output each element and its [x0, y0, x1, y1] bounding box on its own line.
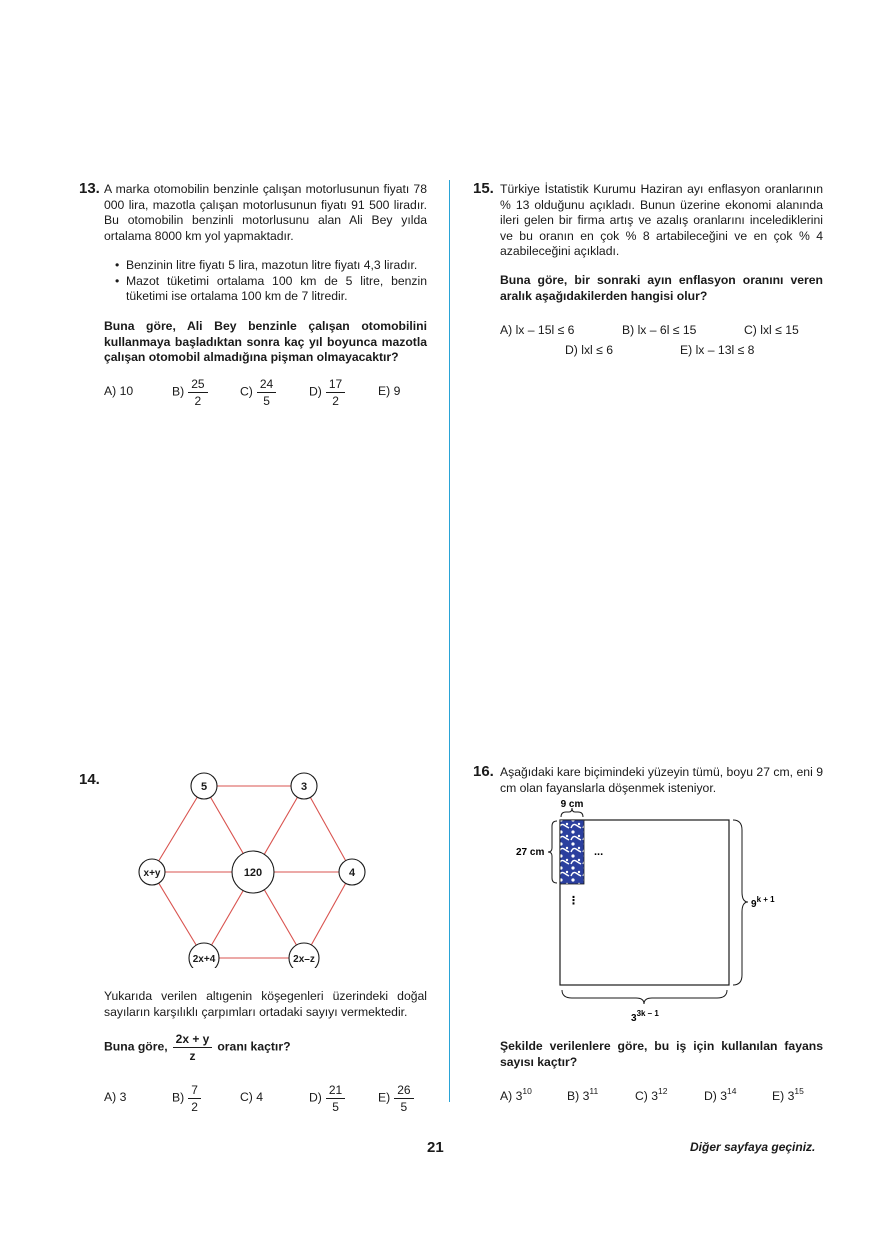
q14-option-d[interactable]: D) $\frac{21}{5}$ — [309, 1083, 345, 1114]
tile-width-label: 9 cm — [560, 799, 584, 810]
page-number: 21 — [427, 1139, 444, 1156]
q16-number: 16. — [473, 763, 494, 780]
q14-number: 14. — [79, 771, 100, 788]
bottom-length-label: $3^{3k - 1}$ — [631, 1009, 659, 1024]
q15-option-e[interactable]: E) lx – 13l ≤ 8 — [680, 343, 755, 357]
node-top-right-label: 3 — [300, 781, 308, 793]
q13-question: Buna göre, Ali Bey benzinle çalışan otomobilini kullanmaya başladıktan sonra kaç yıl boyunca mazotla çalışan otomobil almadığına pişman olmayacaktır? — [104, 319, 427, 365]
q15-option-b[interactable]: B) lx – 6l ≤ 15 — [622, 323, 697, 337]
vertical-dots: ⋮ — [568, 895, 579, 907]
side-length-label: $9^{k + 1}$ — [751, 895, 775, 910]
q15-question: Buna göre, bir sonraki ayın enflasyon oranını veren aralık aşağıdakilerden hangisi olur? — [500, 273, 823, 303]
q13-number: 13. — [79, 180, 100, 197]
q13-option-d[interactable]: D) $\frac{17}{2}$ — [309, 377, 345, 408]
node-bottom-left-label: 2x+4 — [192, 954, 216, 965]
q16-option-e[interactable]: E) $3^{15}$ — [772, 1085, 804, 1103]
q13-option-e[interactable]: E) 9 — [378, 384, 401, 398]
q16-stem: Aşağıdaki kare biçimindeki yüzeyin tümü, boyu 27 cm, eni 9 cm olan fayanslarla döşenmek isteniyor. — [500, 765, 823, 795]
q13-condition-2: • Mazot tüketimi ortalama 100 km de 5 litre, benzin tüketimi ise ortalama 100 km de 7 litredir. — [115, 274, 427, 305]
tile-height-brace — [548, 821, 557, 883]
q13-option-c-fraction: $\frac{24}{5}$ — [257, 377, 276, 408]
q14-question-fraction: $\frac{2x + y}{z}$ — [173, 1032, 213, 1063]
q13-stem: A marka otomobilin benzinle çalışan motorlusunun fiyatı 78 000 lira, mazotla çalışan motorlusunun fiyatı 91 500 liradır. Bu otomobilin benzinli motorlusunu alan Ali Bey yılda ortalama 8000 km yol yapmaktadır. — [104, 182, 427, 243]
node-left-label: x+y — [143, 868, 161, 879]
q15-stem: Türkiye İstatistik Kurumu Haziran ayı enflasyon oranlarının % 13 olduğunu açıkladı. Bunun üzerine ekonomi alanında ileri gelen bir firma artış ve azalış oranlarını incelediklerini ve bu oranın en çok % 8 artabileceğini ve en çok % 4 azabileceğini açıkladı. — [500, 182, 823, 259]
q13-conditions — [115, 258, 427, 305]
q14-option-d-fraction: $\frac{21}{5}$ — [326, 1083, 345, 1114]
q14-option-a[interactable]: A) 3 — [104, 1090, 127, 1104]
node-bottom-right-label: 2x–z — [293, 954, 315, 965]
q16-option-b[interactable]: B) $3^{11}$ — [567, 1085, 599, 1103]
column-divider — [449, 180, 450, 1102]
side-brace — [733, 820, 748, 985]
square-surface — [560, 820, 729, 985]
next-page-note: Diğer sayfaya geçiniz. — [690, 1140, 816, 1154]
q14-option-e[interactable]: E) $\frac{26}{5}$ — [378, 1083, 414, 1114]
q14-text: Yukarıda verilen altıgenin köşegenleri üzerindeki doğal sayıların karşılıklı çarpımları ortadaki sayıyı vermektedir. — [104, 989, 427, 1019]
hexagon-diagram — [130, 768, 380, 968]
node-center-label: 120 — [243, 867, 263, 879]
q15-number: 15. — [473, 180, 494, 197]
q13-option-d-fraction: $\frac{17}{2}$ — [326, 377, 345, 408]
tile — [560, 820, 584, 884]
q16-option-a[interactable]: A) $3^{10}$ — [500, 1085, 532, 1103]
node-right-label: 4 — [348, 867, 356, 879]
bottom-brace — [562, 990, 727, 1004]
q13-option-a[interactable]: A) 10 — [104, 384, 134, 398]
q15-option-c[interactable]: C) lxl ≤ 15 — [744, 323, 799, 337]
tile-figure — [510, 798, 810, 1030]
q15-option-a[interactable]: A) lx – 15l ≤ 6 — [500, 323, 575, 337]
horizontal-dots: ... — [594, 846, 604, 858]
q14-option-e-fraction: $\frac{26}{5}$ — [394, 1083, 413, 1114]
q14-option-b[interactable]: B) $\frac{7}{2}$ — [172, 1083, 201, 1114]
q14-option-b-fraction: $\frac{7}{2}$ — [188, 1083, 201, 1114]
q16-question: Şekilde verilenlere göre, bu iş için kullanılan fayans sayısı kaçtır? — [500, 1039, 823, 1069]
q13-option-b[interactable]: B) $\frac{25}{2}$ — [172, 377, 208, 408]
q14-question: Buna göre, $\frac{2x + y}{z}$ oranı kaçtır? — [104, 1032, 291, 1063]
q16-option-d[interactable]: D) $3^{14}$ — [704, 1085, 737, 1103]
q15-option-d[interactable]: D) lxl ≤ 6 — [565, 343, 613, 357]
q14-option-c[interactable]: C) 4 — [240, 1090, 264, 1104]
node-top-left-label: 5 — [200, 781, 208, 793]
q13-option-c[interactable]: C) $\frac{24}{5}$ — [240, 377, 276, 408]
q16-option-c[interactable]: C) $3^{12}$ — [635, 1085, 668, 1103]
tile-height-label: 27 cm — [516, 847, 545, 858]
q13-option-b-fraction: $\frac{25}{2}$ — [188, 377, 207, 408]
q13-condition-1: • Benzinin litre fiyatı 5 lira, mazotun litre fiyatı 4,3 liradır. — [115, 258, 427, 274]
